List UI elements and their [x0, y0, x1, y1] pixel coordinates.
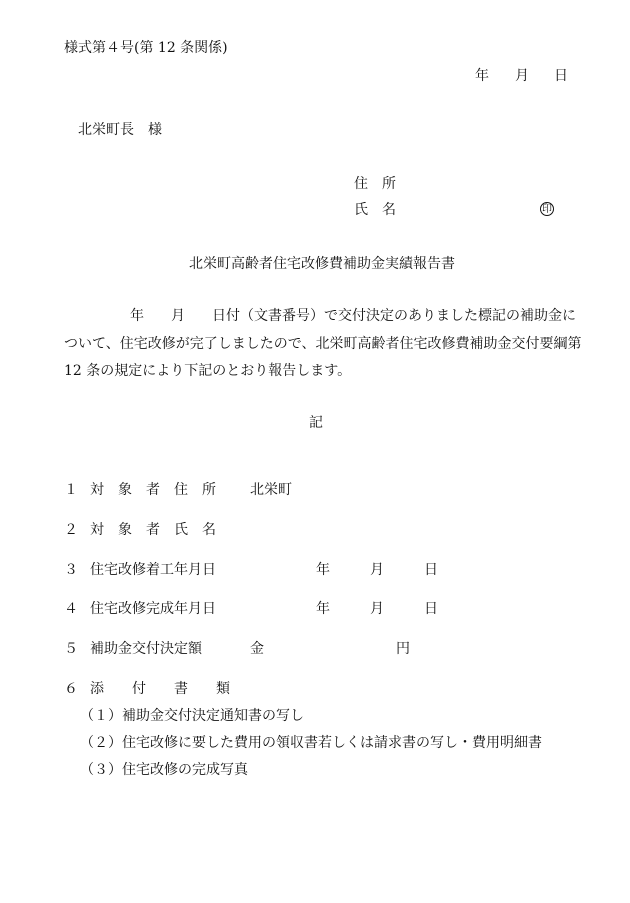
item-year: 年 [316, 601, 330, 617]
body-year: 年 [130, 308, 144, 324]
attachment-item: （３）住宅改修の完成写真 [80, 762, 248, 778]
item-number: ２ [64, 522, 78, 538]
item-label: 住宅改修完成年月日 [90, 601, 216, 617]
item-day: 日 [424, 601, 438, 617]
body-month: 月 [171, 308, 185, 324]
body-line1: 日付（文書番号）で交付決定のありました標記の補助金に [212, 308, 576, 324]
item-number: ４ [64, 601, 78, 617]
item-kin: 金 [250, 641, 264, 657]
date-year: 年 [475, 68, 489, 84]
item-label: 添 付 書 類 [90, 681, 230, 697]
body-line2: ついて、住宅改修が完了しましたので、北栄町高齢者住宅改修費補助金交付要綱第 [64, 336, 582, 352]
item-label: 補助金交付決定額 [90, 641, 202, 657]
item-month: 月 [370, 601, 384, 617]
form-number: 様式第４号(第 12 条関係) [64, 40, 228, 56]
item-day: 日 [424, 562, 438, 578]
item-number: ５ [64, 641, 78, 657]
item-number: ６ [64, 681, 78, 697]
date-day: 日 [554, 68, 568, 84]
item-number: １ [64, 482, 78, 498]
addressee: 北栄町長 様 [78, 122, 162, 138]
name-label: 氏 名 [354, 202, 396, 218]
document-title: 北栄町高齢者住宅改修費補助金実績報告書 [189, 256, 455, 272]
attachment-item: （１）補助金交付決定通知書の写し [80, 708, 304, 724]
body-line3: 12 条の規定により下記のとおり報告します。 [64, 363, 352, 379]
seal-mark: 印 [542, 204, 552, 215]
item-year: 年 [316, 562, 330, 578]
item-label: 対 象 者 氏 名 [90, 522, 216, 538]
item-value: 北栄町 [250, 482, 292, 498]
item-number: ３ [64, 562, 78, 578]
item-yen: 円 [396, 641, 410, 657]
item-month: 月 [370, 562, 384, 578]
ki-heading: 記 [309, 415, 323, 431]
address-label: 住 所 [354, 176, 396, 192]
item-label: 住宅改修着工年月日 [90, 562, 216, 578]
attachment-item: （２）住宅改修に要した費用の領収書若しくは請求書の写し・費用明細書 [80, 735, 542, 751]
date-month: 月 [515, 68, 529, 84]
item-label: 対 象 者 住 所 [90, 482, 216, 498]
